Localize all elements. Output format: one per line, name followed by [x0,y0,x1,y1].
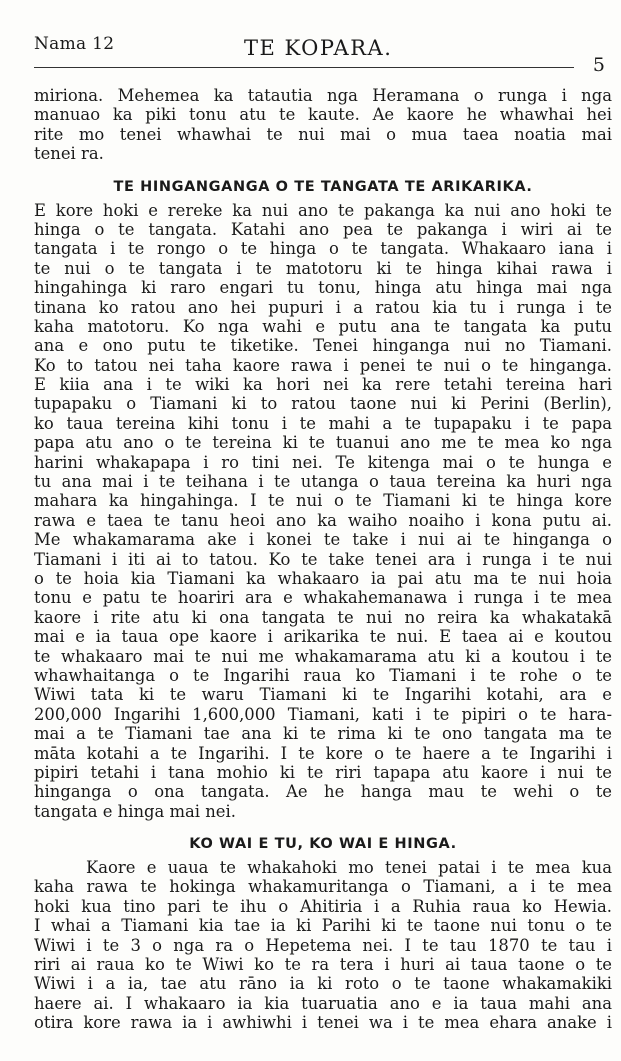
text-line: mai e ia taua ope kaore i arikarika te nui. E taea ai e koutou [34,627,612,647]
text-line: tupapaku o Tiamani ki to ratou taone nui ki Perini (Berlin), [34,394,612,414]
publication-title: TE KOPARA. [244,36,393,60]
text-line: kaha matotoru. Ko nga wahi e putu ana te tangata ka putu [34,316,612,336]
text-line: kaha rawa te hokinga whakamuritanga o Tiamani, a i te mea [34,877,612,897]
text-line: ko taua tereina kihi tonu i te mahi a te tupapaku i te papa [34,413,612,433]
text-line: Wiwi i a ia, tae atu rāno ia ki roto o te taone whakamakiki [34,974,612,994]
text-line: Wiwi tata ki te waru Tiamani ki te Ingarihi kotahi, ara e [34,685,612,705]
text-line: I whai a Tiamani kia tae ia ki Parihi ki te taone nui tonu o te [34,916,612,936]
text-line: māta kotahi a te Ingarihi. I te kore o te haere a te Ingarihi i [34,743,612,763]
text-line: o te hoia kia Tiamani ka whakaaro ia pai atu ma te nui hoia [34,568,612,588]
page-header [34,28,609,76]
section-heading-hinganga: TE HINGANGANGA O TE TANGATA TE ARIKARIKA. [113,178,533,195]
text-line: rawa e taea te tanu heoi ano ka waiho noaiho i kona putu ai. [34,510,612,530]
page-number: 5 [592,54,605,76]
text-line: te whakaaro mai te nui me whakamarama atu ki a koutou i te [34,646,612,666]
section-heading-ko-wai: KO WAI E TU, KO WAI E HINGA. [189,836,457,853]
text-line: whawhaitanga o te Ingarihi raua ko Tiamani i te rohe o te [34,665,612,685]
text-line: hoki kua tino pari te ihu o Ahitiria i a Ruhia raua ko Hewia. [34,896,612,916]
text-line: E kiia ana i te wiki ka hori nei ka rere tetahi tereina hari [34,375,612,395]
article-body [34,86,612,1033]
text-line: tonu e patu te hoariri ara e whakahemanawa i runga i te mea [34,588,612,608]
text-line: tangata i te rongo o te hinga o te tangata. Whakaaro iana i [34,239,612,259]
text-line: haere ai. I whakaaro ia kia tuaruatia ano e ia taua mahi ana [34,993,612,1013]
text-line: otira kore rawa ia i awhiwhi i tenei wa i te mea ehara anake i [34,1013,612,1033]
issue-number: Nama 12 [34,34,115,54]
text-line: Wiwi i te 3 o nga ra o Hepetema nei. I te tau 1870 te tau i [34,935,612,955]
text-line: tu ana mai i te teihana i te utanga o taua tereina ka huri nga [34,472,612,492]
text-line: hinganga o ona tangata. Ae he hanga mau te wehi o te [34,782,612,802]
text-line: miriona. Mehemea ka tatautia nga Heramana o runga i nga [34,86,612,105]
text-line: 200,000 Ingarihi 1,600,000 Tiamani, kati i te pipiri o te hara- [34,704,612,724]
text-line: papa atu ano o te tereina ki te tuanui ano me te mea ko nga [34,433,612,453]
text-line: rite mo tenei whawhai te nui mai o mua taea noatia mai [34,124,612,144]
intro-paragraph [34,86,612,164]
text-line: Tiamani i iti ai to tatou. Ko te take tenei ara i runga i te nui [34,549,612,569]
text-line: kaore i rite atu ki ona tangata te nui no reira ka whakatakā [34,607,612,627]
text-line: Kaore e uaua te whakahoki mo tenei patai i te mea kua [86,858,612,878]
text-line: E kore hoki e rereke ka nui ano te pakanga ka nui ano hoki te [34,200,612,220]
text-line: riri ai raua ko te Wiwi ko te ra tera i huri ai taua taone o te [34,955,612,975]
text-line: manuao ka piki tonu atu te kaute. Ae kaore he whawhai hei [34,105,612,125]
text-line: harini whakapapa i ro tini nei. Te kitenga mai o te hunga e [34,452,612,472]
header-rule [34,67,574,68]
text-line: hinga o te tangata. Katahi ano pea te pakanga i wiri ai te [34,219,612,239]
text-line: mai a te Tiamani tae ana ki te rima ki te ono tangata ma te [34,724,612,744]
text-line: te nui o te tangata i te matotoru ki te hinga kihai rawa i [34,258,612,278]
section-ko-wai-paragraph [34,858,612,1033]
section-hinganga-paragraph [34,201,612,822]
text-line: Ko to tatou nei taha kaore rawa i penei te nui o te hinganga. [34,355,612,375]
text-line: mahara ka hingahinga. I te nui o te Tiamani ki te hinga kore [34,491,612,511]
text-line: Me whakamarama ake i konei te take i nui ai te hinganga o [34,530,612,550]
text-line: tangata e hinga mai nei. [34,801,236,821]
text-line: ana e ono putu te tiketike. Tenei hinganga nui no Tiamani. [34,336,612,356]
text-line: tinana ko ratou ano hei pupuri i a ratou kia tu i runga i te [34,297,612,317]
text-line: hingahinga ki raro engari tu tonu, hinga atu hinga mai nga [34,278,612,298]
text-line: pipiri tetahi i tana mohio ki te riri tapapa atu kaore i nui te [34,762,612,782]
text-line: tenei ra. [34,144,104,164]
